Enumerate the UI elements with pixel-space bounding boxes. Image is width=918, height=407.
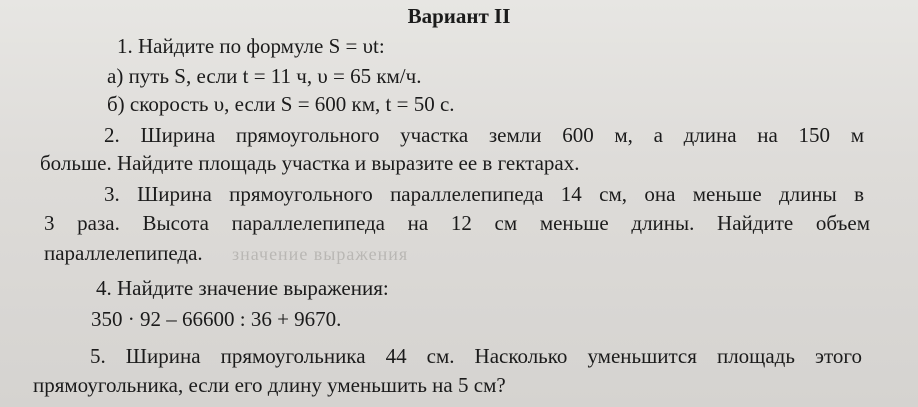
- task-5-line-2: прямоугольника, если его длину уменьшить на 5 см?: [33, 373, 506, 397]
- task-5-line-1: 5. Ширина прямоугольника 44 см. Насколько уменьшится площадь этого: [90, 344, 862, 368]
- task-2-line-2: больше. Найдите площадь участка и выразите ее в гектарах.: [40, 151, 580, 175]
- task-3-line-2: 3 раза. Высота параллелепипеда на 12 см меньше длины. Найдите объем: [44, 211, 870, 235]
- task-1-intro: 1. Найдите по формуле S = υt:: [117, 34, 385, 58]
- bleed-through-text: значение выражения: [232, 244, 409, 264]
- task-3-line-3: параллелепипеда.: [44, 241, 203, 265]
- task-2-line-1: 2. Ширина прямоугольного участка земли 600 м, а длина на 150 м: [104, 123, 864, 147]
- task-4-expression: 350 · 92 – 66600 : 36 + 9670.: [91, 307, 342, 331]
- task-1-part-b: б) скорость υ, если S = 600 км, t = 50 с.: [107, 92, 455, 116]
- task-3-line-1: 3. Ширина прямоугольного параллелепипеда 14 см, она меньше длины в: [104, 182, 864, 206]
- variant-title: Вариант II: [407, 4, 511, 28]
- task-1-part-a: а) путь S, если t = 11 ч, υ = 65 км/ч.: [107, 64, 422, 88]
- task-4-line-1: 4. Найдите значение выражения:: [96, 276, 389, 300]
